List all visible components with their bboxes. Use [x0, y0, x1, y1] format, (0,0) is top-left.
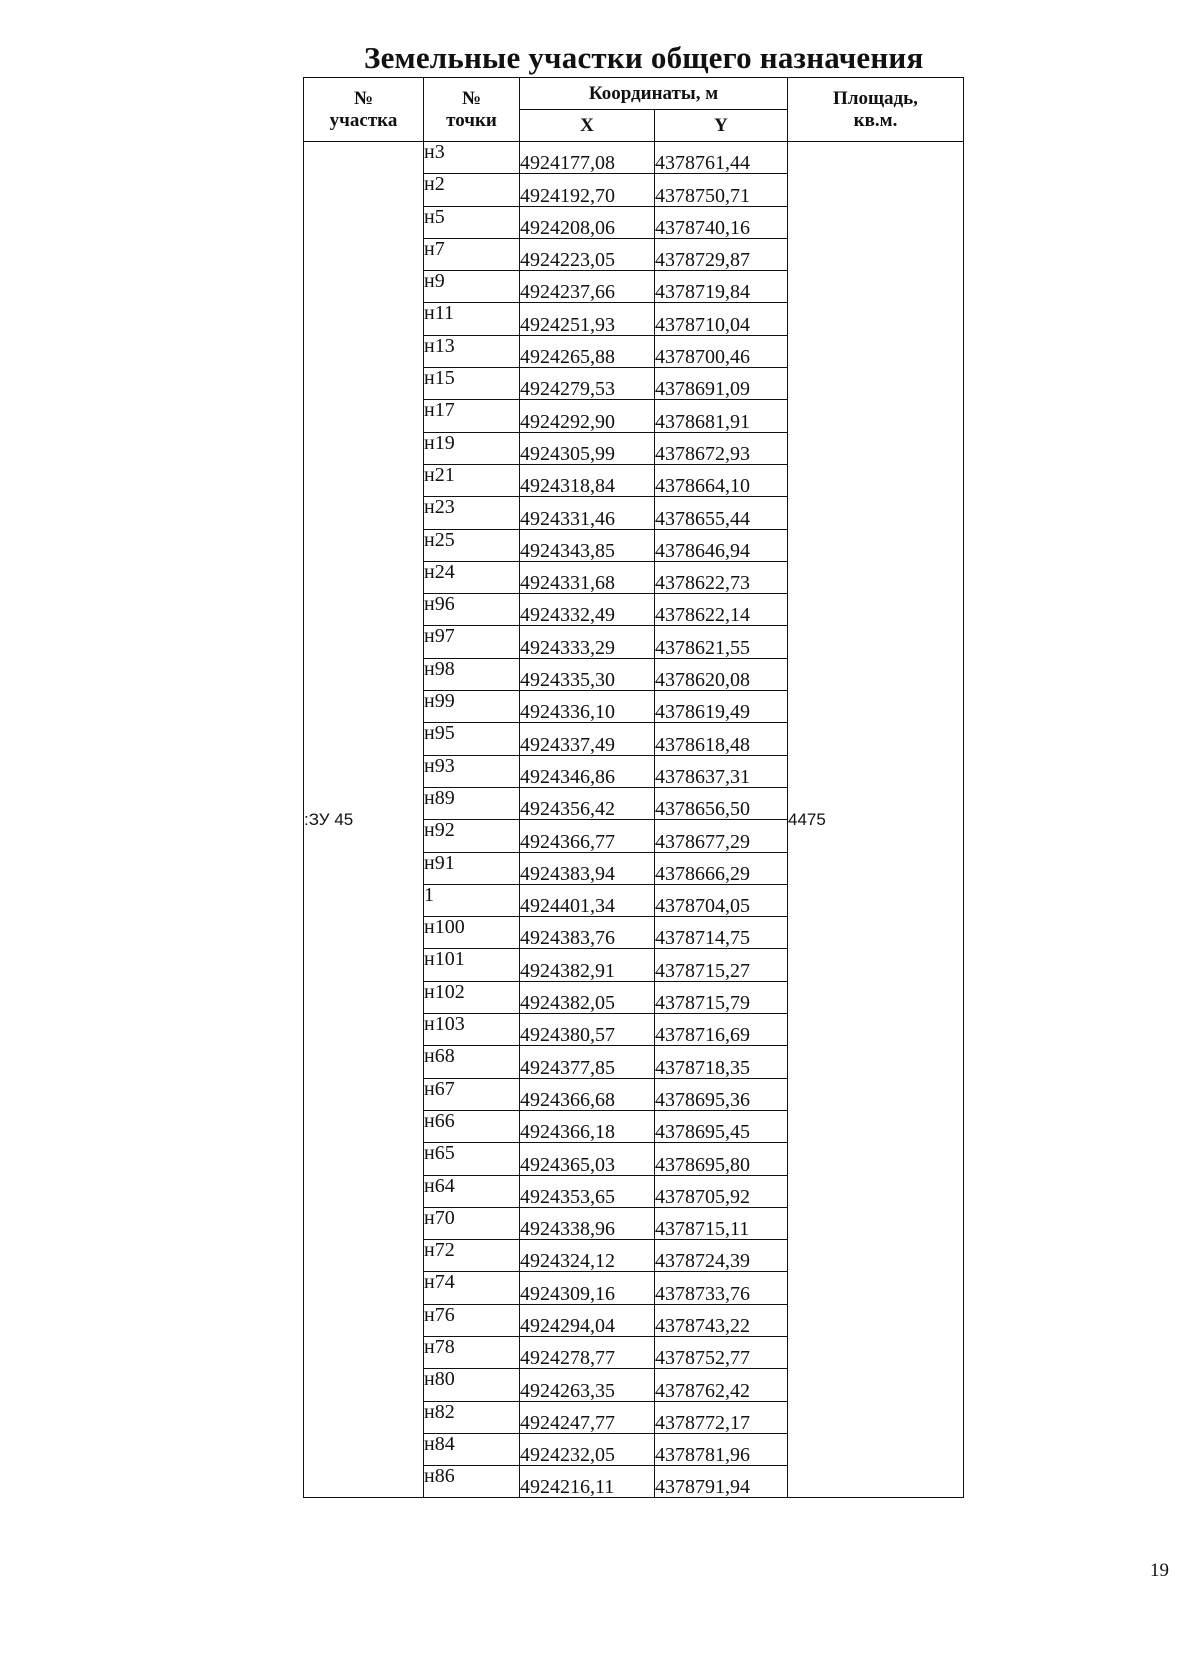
- y-coordinate-cell: 4378781,96: [655, 1433, 788, 1465]
- point-number-cell: н102: [424, 981, 520, 1013]
- y-coordinate-cell: 4378743,22: [655, 1304, 788, 1336]
- x-coordinate-cell: 4924383,76: [520, 917, 655, 949]
- point-number-cell: н99: [424, 691, 520, 723]
- point-number-cell: н15: [424, 368, 520, 400]
- page-title: Земельные участки общего назначения: [364, 40, 924, 75]
- x-coordinate-cell: 4924331,68: [520, 561, 655, 593]
- point-number-cell: н66: [424, 1110, 520, 1142]
- x-coordinate-cell: 4924251,93: [520, 303, 655, 335]
- header-x: X: [520, 110, 655, 142]
- x-coordinate-cell: 4924279,53: [520, 368, 655, 400]
- y-coordinate-cell: 4378695,45: [655, 1110, 788, 1142]
- point-number-cell: н64: [424, 1175, 520, 1207]
- y-coordinate-cell: 4378620,08: [655, 658, 788, 690]
- x-coordinate-cell: 4924318,84: [520, 464, 655, 496]
- y-coordinate-cell: 4378666,29: [655, 852, 788, 884]
- x-coordinate-cell: 4924177,08: [520, 142, 655, 174]
- x-coordinate-cell: 4924356,42: [520, 787, 655, 819]
- x-coordinate-cell: 4924366,68: [520, 1078, 655, 1110]
- y-coordinate-cell: 4378677,29: [655, 820, 788, 852]
- point-number-cell: н92: [424, 820, 520, 852]
- x-coordinate-cell: 4924366,77: [520, 820, 655, 852]
- y-coordinate-cell: 4378718,35: [655, 1046, 788, 1078]
- point-number-cell: н91: [424, 852, 520, 884]
- point-number-cell: н89: [424, 787, 520, 819]
- point-number-cell: н19: [424, 432, 520, 464]
- y-coordinate-cell: 4378715,11: [655, 1207, 788, 1239]
- y-coordinate-cell: 4378761,44: [655, 142, 788, 174]
- point-number-cell: н21: [424, 464, 520, 496]
- x-coordinate-cell: 4924309,16: [520, 1272, 655, 1304]
- y-coordinate-cell: 4378622,14: [655, 594, 788, 626]
- x-coordinate-cell: 4924337,49: [520, 723, 655, 755]
- y-coordinate-cell: 4378705,92: [655, 1175, 788, 1207]
- header-parcel-no: [304, 78, 424, 142]
- parcel-number-cell: :ЗУ 45: [304, 142, 424, 1498]
- y-coordinate-cell: 4378619,49: [655, 691, 788, 723]
- y-coordinate-cell: 4378656,50: [655, 787, 788, 819]
- point-number-cell: 1: [424, 884, 520, 916]
- x-coordinate-cell: 4924365,03: [520, 1143, 655, 1175]
- x-coordinate-cell: 4924292,90: [520, 400, 655, 432]
- x-coordinate-cell: 4924265,88: [520, 335, 655, 367]
- point-number-cell: н65: [424, 1143, 520, 1175]
- x-coordinate-cell: 4924305,99: [520, 432, 655, 464]
- x-coordinate-cell: 4924263,35: [520, 1369, 655, 1401]
- point-number-cell: н23: [424, 497, 520, 529]
- point-number-cell: н70: [424, 1207, 520, 1239]
- point-number-cell: н72: [424, 1240, 520, 1272]
- y-coordinate-cell: 4378621,55: [655, 626, 788, 658]
- y-coordinate-cell: 4378715,79: [655, 981, 788, 1013]
- point-number-cell: н93: [424, 755, 520, 787]
- point-number-cell: н17: [424, 400, 520, 432]
- y-coordinate-cell: 4378695,80: [655, 1143, 788, 1175]
- point-number-cell: н13: [424, 335, 520, 367]
- point-number-cell: н84: [424, 1433, 520, 1465]
- table-row: [304, 142, 964, 174]
- coordinates-table: [303, 77, 964, 1498]
- x-coordinate-cell: 4924336,10: [520, 691, 655, 723]
- y-coordinate-cell: 4378715,27: [655, 949, 788, 981]
- x-coordinate-cell: 4924338,96: [520, 1207, 655, 1239]
- x-coordinate-cell: 4924343,85: [520, 529, 655, 561]
- y-coordinate-cell: 4378719,84: [655, 271, 788, 303]
- point-number-cell: н11: [424, 303, 520, 335]
- table-body: [304, 142, 964, 1498]
- x-coordinate-cell: 4924232,05: [520, 1433, 655, 1465]
- point-number-cell: н82: [424, 1401, 520, 1433]
- header-coordinates: Координаты, м: [520, 78, 788, 110]
- y-coordinate-cell: 4378752,77: [655, 1336, 788, 1368]
- x-coordinate-cell: 4924383,94: [520, 852, 655, 884]
- point-number-cell: н97: [424, 626, 520, 658]
- x-coordinate-cell: 4924366,18: [520, 1110, 655, 1142]
- x-coordinate-cell: 4924237,66: [520, 271, 655, 303]
- x-coordinate-cell: 4924247,77: [520, 1401, 655, 1433]
- point-number-cell: н3: [424, 142, 520, 174]
- x-coordinate-cell: 4924192,70: [520, 174, 655, 206]
- header-area: [788, 78, 964, 142]
- y-coordinate-cell: 4378646,94: [655, 529, 788, 561]
- header-area-line1: Площадь,: [833, 87, 918, 109]
- x-coordinate-cell: 4924380,57: [520, 1014, 655, 1046]
- header-point-no: [424, 78, 520, 142]
- y-coordinate-cell: 4378655,44: [655, 497, 788, 529]
- y-coordinate-cell: 4378695,36: [655, 1078, 788, 1110]
- x-coordinate-cell: 4924377,85: [520, 1046, 655, 1078]
- x-coordinate-cell: 4924216,11: [520, 1466, 655, 1498]
- x-coordinate-cell: 4924382,05: [520, 981, 655, 1013]
- table-header: [304, 78, 964, 142]
- x-coordinate-cell: 4924208,06: [520, 206, 655, 238]
- header-parcel-no-line1: №: [353, 87, 374, 109]
- x-coordinate-cell: 4924401,34: [520, 884, 655, 916]
- y-coordinate-cell: 4378664,10: [655, 464, 788, 496]
- y-coordinate-cell: 4378618,48: [655, 723, 788, 755]
- x-coordinate-cell: 4924331,46: [520, 497, 655, 529]
- point-number-cell: н5: [424, 206, 520, 238]
- point-number-cell: н67: [424, 1078, 520, 1110]
- x-coordinate-cell: 4924335,30: [520, 658, 655, 690]
- point-number-cell: н7: [424, 238, 520, 270]
- y-coordinate-cell: 4378716,69: [655, 1014, 788, 1046]
- y-coordinate-cell: 4378710,04: [655, 303, 788, 335]
- point-number-cell: н101: [424, 949, 520, 981]
- header-point-no-line2: точки: [446, 109, 497, 131]
- point-number-cell: н78: [424, 1336, 520, 1368]
- point-number-cell: н25: [424, 529, 520, 561]
- point-number-cell: н86: [424, 1466, 520, 1498]
- y-coordinate-cell: 4378791,94: [655, 1466, 788, 1498]
- point-number-cell: н74: [424, 1272, 520, 1304]
- header-point-no-line1: №: [461, 87, 482, 109]
- y-coordinate-cell: 4378681,91: [655, 400, 788, 432]
- y-coordinate-cell: 4378691,09: [655, 368, 788, 400]
- y-coordinate-cell: 4378762,42: [655, 1369, 788, 1401]
- header-area-line2: кв.м.: [853, 109, 898, 131]
- x-coordinate-cell: 4924324,12: [520, 1240, 655, 1272]
- area-cell: 4475: [788, 142, 964, 1498]
- y-coordinate-cell: 4378740,16: [655, 206, 788, 238]
- y-coordinate-cell: 4378772,17: [655, 1401, 788, 1433]
- point-number-cell: н76: [424, 1304, 520, 1336]
- y-coordinate-cell: 4378733,76: [655, 1272, 788, 1304]
- y-coordinate-cell: 4378704,05: [655, 884, 788, 916]
- y-coordinate-cell: 4378729,87: [655, 238, 788, 270]
- point-number-cell: н24: [424, 561, 520, 593]
- y-coordinate-cell: 4378672,93: [655, 432, 788, 464]
- header-parcel-no-line2: участка: [329, 109, 398, 131]
- x-coordinate-cell: 4924332,49: [520, 594, 655, 626]
- point-number-cell: н98: [424, 658, 520, 690]
- point-number-cell: н2: [424, 174, 520, 206]
- x-coordinate-cell: 4924353,65: [520, 1175, 655, 1207]
- x-coordinate-cell: 4924382,91: [520, 949, 655, 981]
- y-coordinate-cell: 4378622,73: [655, 561, 788, 593]
- x-coordinate-cell: 4924223,05: [520, 238, 655, 270]
- x-coordinate-cell: 4924333,29: [520, 626, 655, 658]
- point-number-cell: н9: [424, 271, 520, 303]
- y-coordinate-cell: 4378637,31: [655, 755, 788, 787]
- x-coordinate-cell: 4924346,86: [520, 755, 655, 787]
- y-coordinate-cell: 4378714,75: [655, 917, 788, 949]
- y-coordinate-cell: 4378724,39: [655, 1240, 788, 1272]
- header-y: Y: [655, 110, 788, 142]
- point-number-cell: н95: [424, 723, 520, 755]
- point-number-cell: н68: [424, 1046, 520, 1078]
- point-number-cell: н103: [424, 1014, 520, 1046]
- point-number-cell: н96: [424, 594, 520, 626]
- point-number-cell: н100: [424, 917, 520, 949]
- page-number: 19: [1150, 1560, 1169, 1581]
- y-coordinate-cell: 4378700,46: [655, 335, 788, 367]
- point-number-cell: н80: [424, 1369, 520, 1401]
- y-coordinate-cell: 4378750,71: [655, 174, 788, 206]
- x-coordinate-cell: 4924278,77: [520, 1336, 655, 1368]
- x-coordinate-cell: 4924294,04: [520, 1304, 655, 1336]
